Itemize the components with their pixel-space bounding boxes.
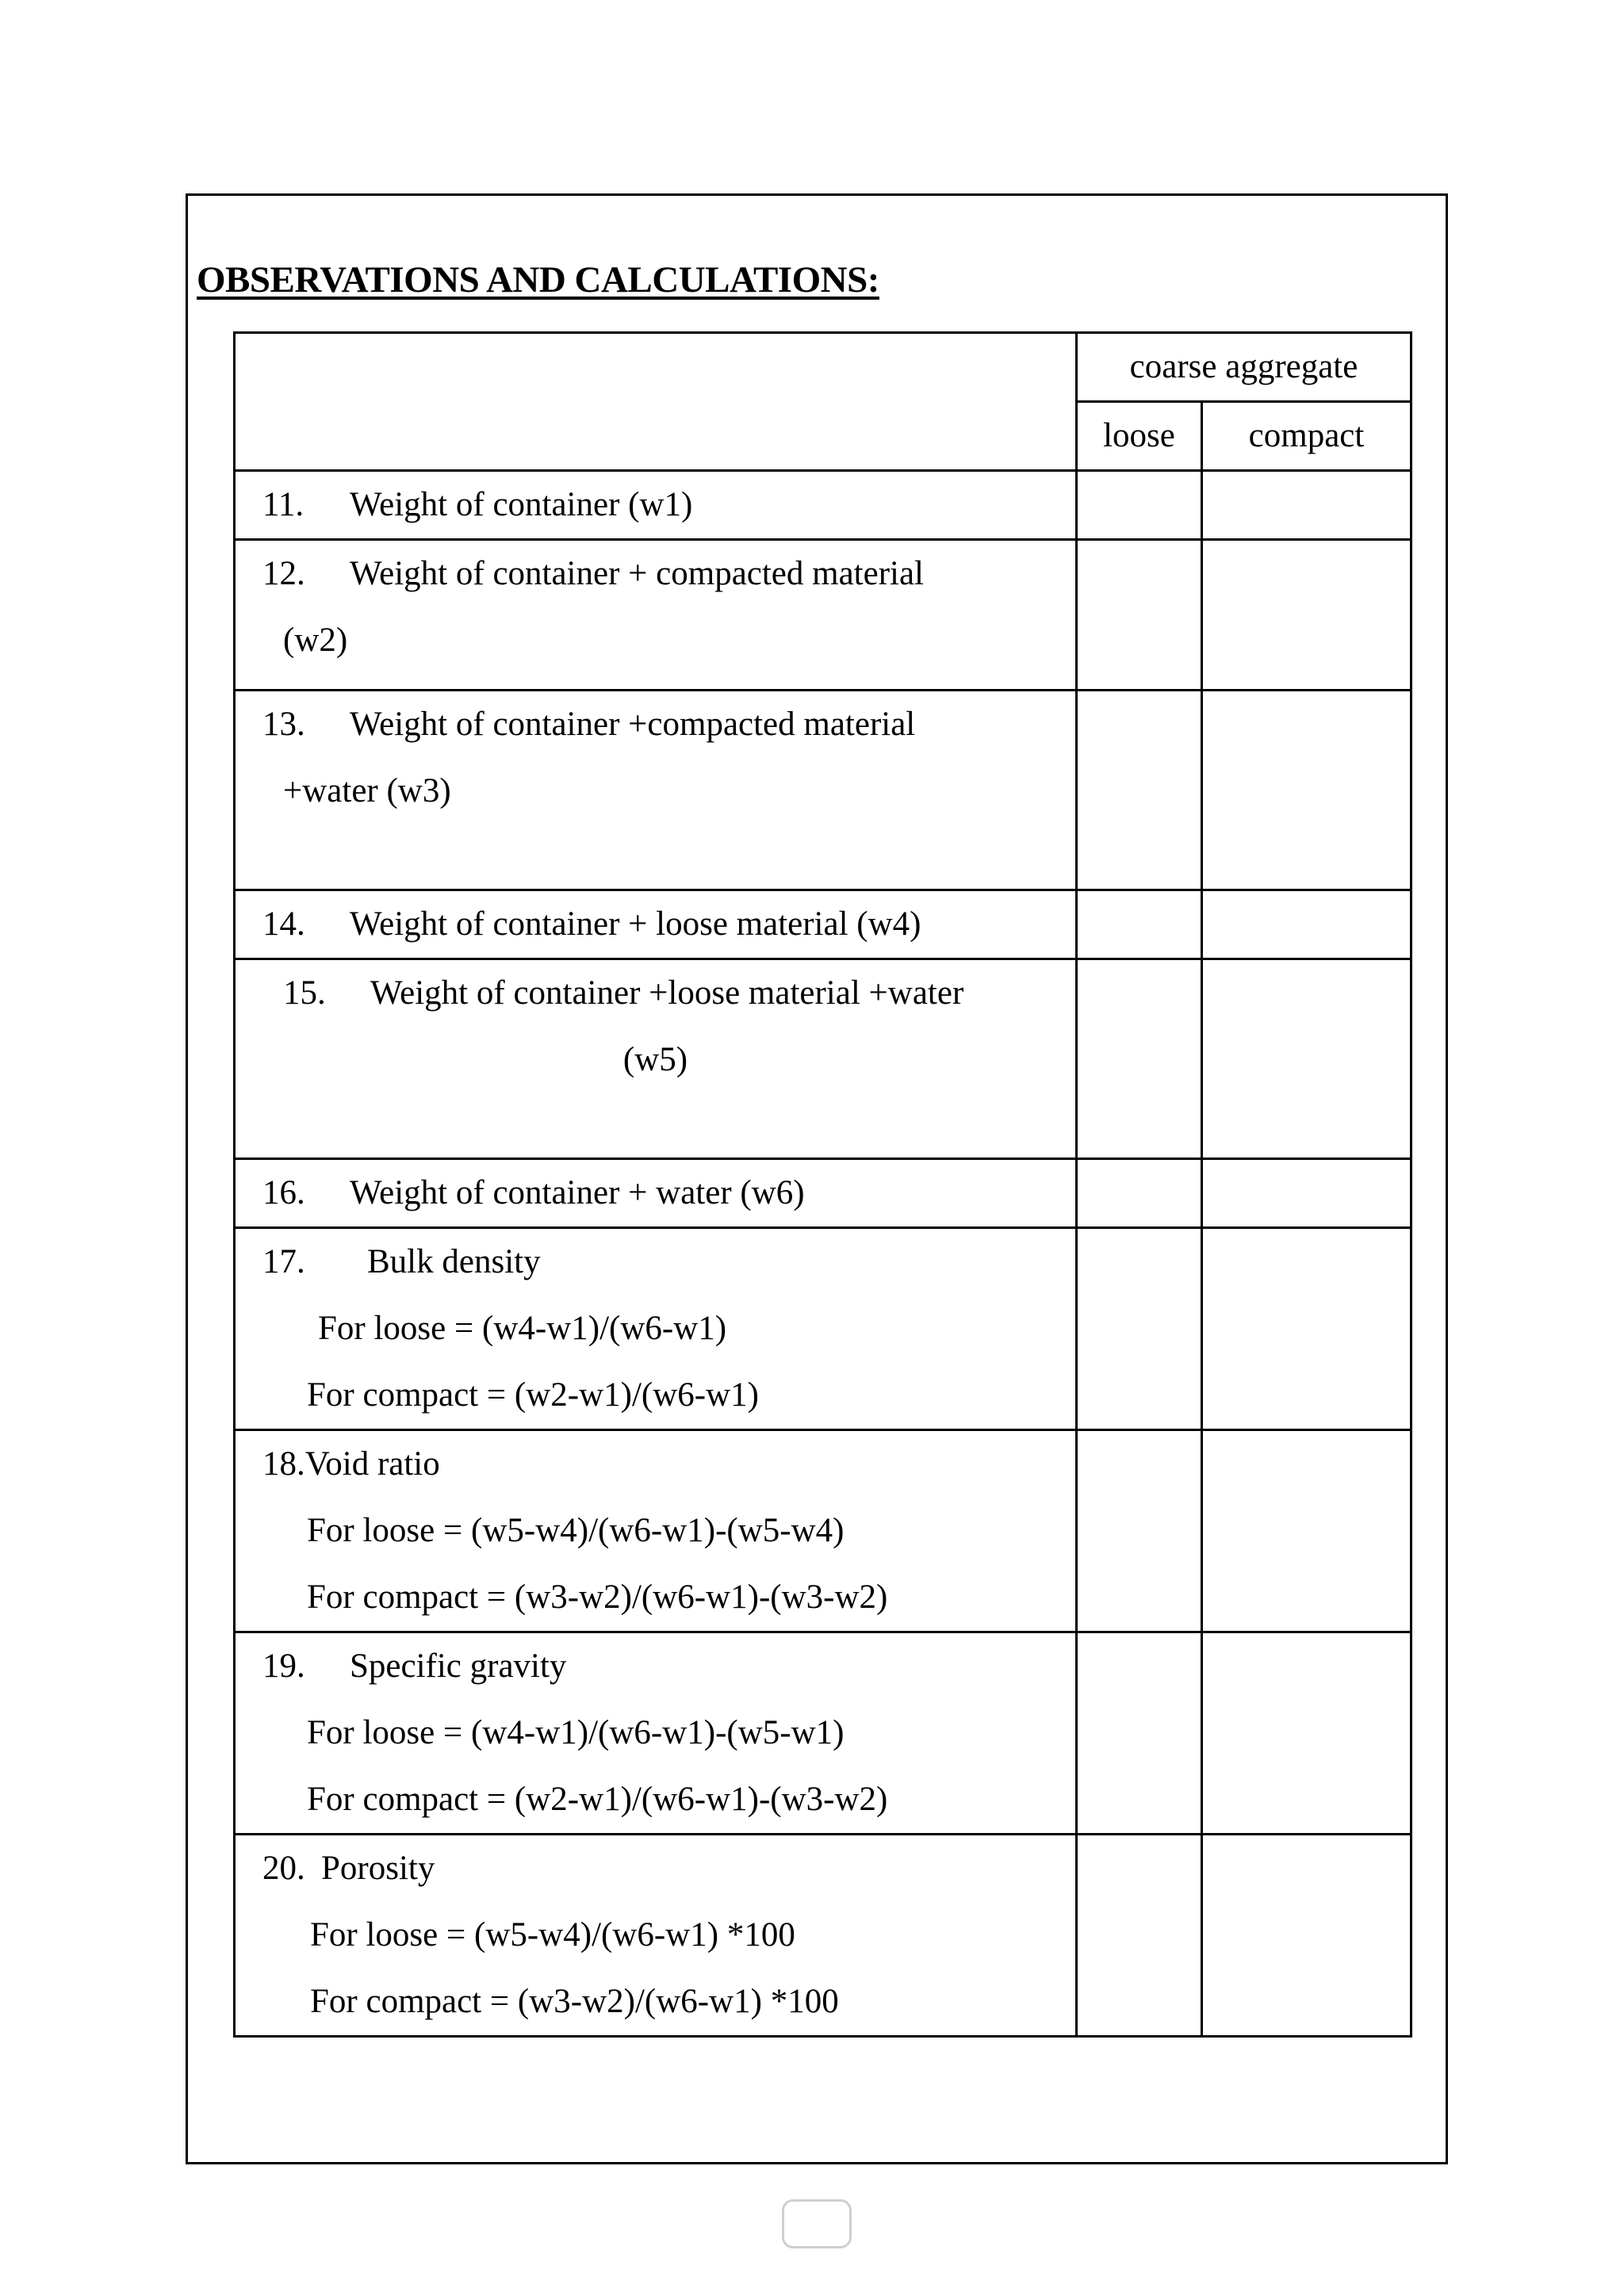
row-label: 17. Bulk density For loose = (w4-w1)/(w6-w1) For compact = (w2-w1)/(w6-w1) [235,1228,1077,1430]
table-row [235,1159,1411,1228]
row-label: 16. Weight of container + water (w6) [235,1159,1077,1228]
table-row [235,959,1411,1159]
cell-compact [1202,1430,1411,1632]
observations-table [233,331,1412,2038]
cell-compact [1202,959,1411,1159]
row-label: 11. Weight of container (w1) [235,471,1077,540]
cell-loose [1077,1632,1202,1835]
table-row [235,1228,1411,1430]
page-number-box [782,2199,852,2248]
row-label: 18.Void ratio For loose = (w5-w4)/(w6-w1)-(w5-w4) For compact = (w3-w2)/(w6-w1)-(w3-w2) [235,1430,1077,1632]
cell-loose [1077,540,1202,691]
header-compact: compact [1202,402,1411,471]
table-corner-cell [235,333,1077,471]
cell-compact [1202,471,1411,540]
cell-loose [1077,959,1202,1159]
cell-compact [1202,890,1411,959]
table-row [235,471,1411,540]
header-coarse-aggregate: coarse aggregate [1077,333,1411,402]
row-label: 13. Weight of container +compacted material +water (w3) [235,691,1077,890]
table-row [235,691,1411,890]
table-row [235,1632,1411,1835]
table-row [235,890,1411,959]
cell-compact [1202,1159,1411,1228]
table-row [235,1835,1411,2037]
row-label: 20. Porosity For loose = (w5-w4)/(w6-w1) *100 For compact = (w3-w2)/(w6-w1) *100 [235,1835,1077,2037]
cell-loose [1077,1228,1202,1430]
cell-loose [1077,1835,1202,2037]
table-row [235,1430,1411,1632]
cell-loose [1077,471,1202,540]
row-label: 14. Weight of container + loose material (w4) [235,890,1077,959]
cell-loose [1077,1430,1202,1632]
cell-loose [1077,691,1202,890]
row-label: 19. Specific gravity For loose = (w4-w1)/(w6-w1)-(w5-w1) For compact = (w2-w1)/(w6-w1)-(w3-w2) [235,1632,1077,1835]
cell-compact [1202,1632,1411,1835]
cell-loose [1077,1159,1202,1228]
section-heading: OBSERVATIONS AND CALCULATIONS: [197,259,879,300]
row-label: 12. Weight of container + compacted material (w2) [235,540,1077,691]
header-loose: loose [1077,402,1202,471]
cell-loose [1077,890,1202,959]
cell-compact [1202,540,1411,691]
row-label: 15. Weight of container +loose material +water (w5) [235,959,1077,1159]
cell-compact [1202,1228,1411,1430]
cell-compact [1202,691,1411,890]
table-row [235,540,1411,691]
cell-compact [1202,1835,1411,2037]
